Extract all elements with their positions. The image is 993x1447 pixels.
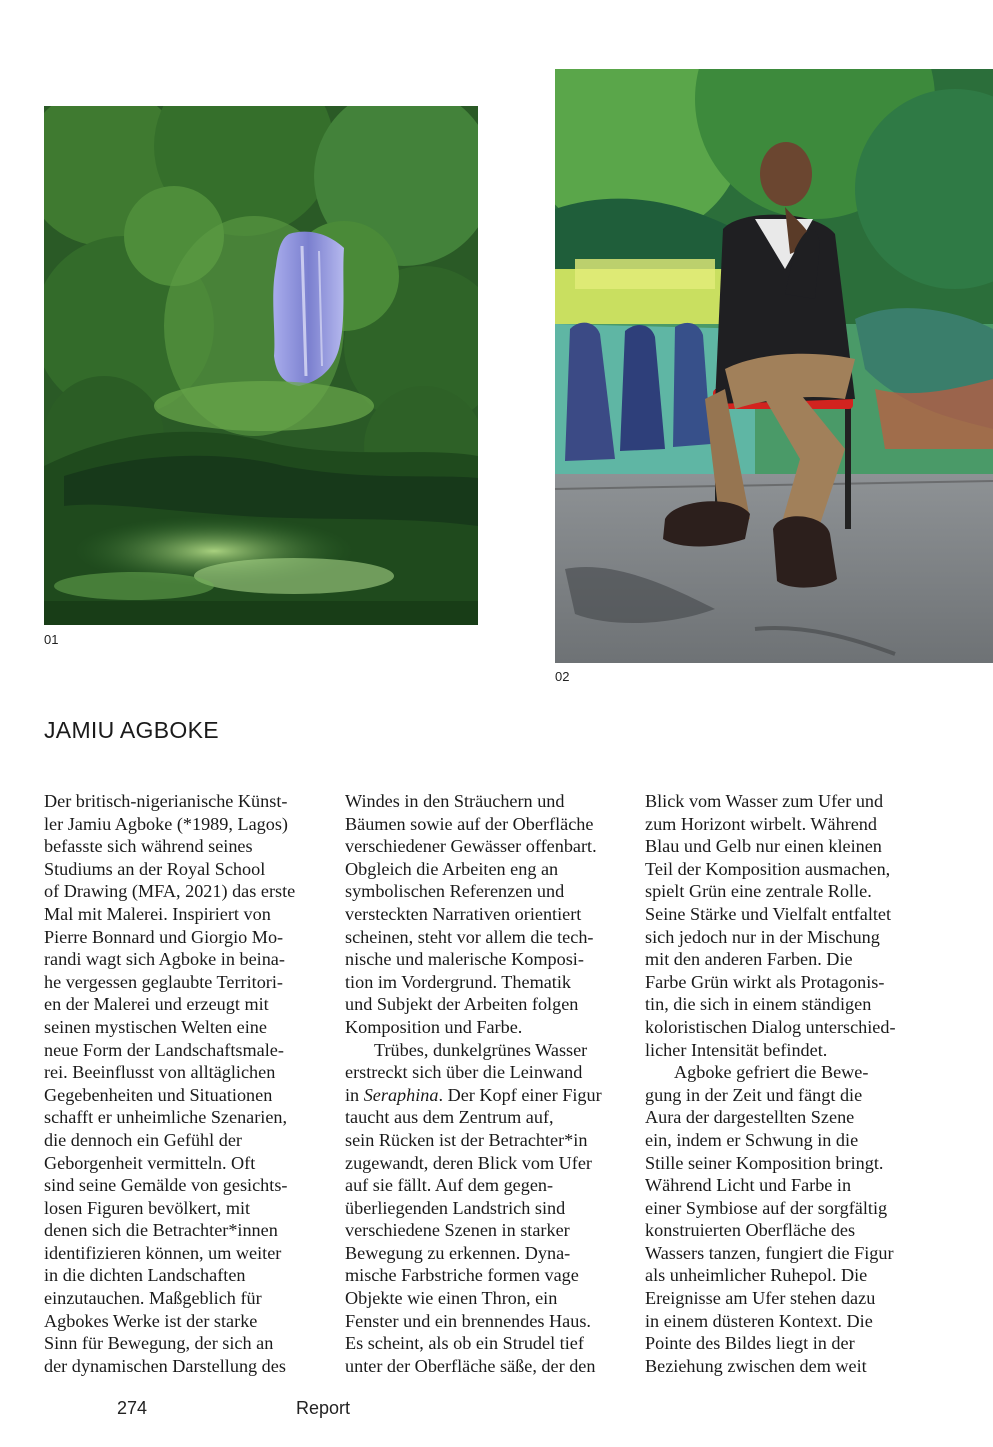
text-line: überliegenden Landstrich sind [345, 1197, 566, 1218]
text-line: spielt Grün eine zentrale Rolle. [645, 881, 872, 902]
text-line: in einem düsteren Kontext. Die [645, 1310, 873, 1331]
text-fragment: in [345, 1084, 364, 1105]
page-number: 274 [117, 1398, 148, 1418]
text-line: schafft er unheimliche Szenarien, [44, 1107, 288, 1128]
text-line: einzutauchen. Maßgeblich für [44, 1288, 262, 1309]
text-line-with-artwork-title [345, 1084, 635, 1107]
text-line: scheinen, steht vor allem die tech- [345, 926, 594, 947]
text-line: konstruierten Oberfläche des [645, 1220, 856, 1241]
text-line: sich jedoch nur in der Mischung [645, 926, 880, 947]
text-line: Gegebenheiten und Situationen [44, 1084, 273, 1105]
text-line: symbolischen Referenzen und [345, 881, 565, 902]
text-line: Mal mit Malerei. Inspiriert von [44, 903, 271, 924]
text-line: Pointe des Bildes liegt in der [645, 1333, 855, 1354]
text-line: zugewandt, deren Blick vom Ufer [345, 1152, 592, 1173]
waterfall-painting-graphic [44, 106, 478, 625]
text-line: Geborgenheit vermitteln. Oft [44, 1152, 256, 1173]
text-line: tin, die sich in einem ständigen [645, 994, 872, 1015]
text-line: Objekte wie einen Thron, ein [345, 1288, 558, 1309]
text-column-3 [645, 790, 935, 1377]
text-line: he vergessen geglaubte Territori- [44, 971, 283, 992]
text-line: Aura der dargestellten Szene [645, 1107, 855, 1128]
text-column-2 [345, 790, 635, 1377]
text-line: taucht aus dem Zentrum auf, [345, 1107, 554, 1128]
text-line: neue Form der Landschaftsmale- [44, 1039, 284, 1060]
text-line: gung in der Zeit und fängt die [645, 1084, 863, 1105]
text-line: Trübes, dunkelgrünes Wasser [374, 1039, 588, 1060]
text-line: tion im Vordergrund. Thematik [345, 971, 571, 992]
text-line: ler Jamiu Agboke (*1989, Lagos) [44, 813, 288, 834]
image-caption-02: 02 [555, 669, 570, 684]
text-line: als unheimlicher Ruhepol. Die [645, 1265, 868, 1286]
text-line: Während Licht und Farbe in [645, 1175, 852, 1196]
text-line: in die dichten Landschaften [44, 1265, 246, 1286]
text-column-1 [44, 790, 334, 1377]
text-line: Farbe Grün wirkt als Protagonis- [645, 971, 885, 992]
text-fragment: . Der Kopf einer Figur [438, 1084, 602, 1105]
text-line: Bewegung zu erkennen. Dyna- [345, 1242, 571, 1263]
text-line: of Drawing (MFA, 2021) das erste [44, 881, 296, 902]
text-line: befasste sich während seines [44, 836, 253, 857]
text-line: und Subjekt der Arbeiten folgen [345, 994, 579, 1015]
text-line: Agboke gefriert die Bewe- [674, 1062, 869, 1083]
artist-portrait-photo [555, 69, 993, 663]
text-line: sein Rücken ist der Betrachter*in [345, 1129, 588, 1150]
text-line: Stille seiner Komposition bringt. [645, 1152, 884, 1173]
text-line: randi wagt sich Agboke in beina- [44, 949, 285, 970]
text-line: Wassers tanzen, fungiert die Figur [645, 1242, 894, 1263]
text-line: Sinn für Bewegung, der sich an [44, 1333, 274, 1354]
text-line: Ereignisse am Ufer stehen dazu [645, 1288, 876, 1309]
text-line: Pierre Bonnard und Giorgio Mo- [44, 926, 284, 947]
text-line: einer Symbiose auf der sorgfältig [645, 1197, 888, 1218]
text-line: Blau und Gelb nur einen kleinen [645, 836, 882, 857]
text-line: auf sie fällt. Auf dem gegen- [345, 1175, 554, 1196]
text-line: unter der Oberfläche säße, der den [345, 1355, 596, 1376]
text-line: Seine Stärke und Vielfalt entfaltet [645, 903, 892, 924]
text-line: der dynamischen Darstellung des [44, 1355, 286, 1376]
text-line: verschiedener Gewässer offenbart. [345, 836, 597, 857]
text-line: die dennoch ein Gefühl der [44, 1129, 242, 1150]
text-line: sind seine Gemälde von gesichts- [44, 1175, 288, 1196]
text-line: Beziehung zwischen dem weit [645, 1355, 867, 1376]
text-line: erstreckt sich über die Leinwand [345, 1062, 583, 1083]
text-line: Agbokes Werke ist der starke [44, 1310, 258, 1331]
text-line: verschiedene Szenen in starker [345, 1220, 570, 1241]
text-line: Der britisch-nigerianische Künst- [44, 791, 288, 811]
text-line: Komposition und Farbe. [345, 1016, 523, 1037]
text-line: Windes in den Sträuchern und [345, 791, 565, 811]
text-line: nische und malerische Komposi- [345, 949, 584, 970]
text-line: Studiums an der Royal School [44, 858, 266, 879]
text-line: rei. Beeinflusst von alltäglichen [44, 1062, 276, 1083]
text-line: zum Horizont wirbelt. Während [645, 813, 877, 834]
text-line: koloristischen Dialog unterschied- [645, 1016, 896, 1037]
text-line: Es scheint, als ob ein Strudel tief [345, 1333, 584, 1354]
text-line: Teil der Komposition ausmachen, [645, 858, 891, 879]
section-label: Report [296, 1398, 351, 1418]
text-line: Bäumen sowie auf der Oberfläche [345, 813, 594, 834]
text-line: ein, indem er Schwung in die [645, 1129, 859, 1150]
image-caption-01: 01 [44, 632, 59, 647]
text-line: identifizieren können, um weiter [44, 1242, 282, 1263]
text-line: denen sich die Betrachter*innen [44, 1220, 278, 1241]
article-title: JAMIU AGBOKE [44, 717, 219, 743]
text-line: licher Intensität befindet. [645, 1039, 828, 1060]
artwork-title: Seraphina [363, 1084, 439, 1105]
text-line: mit den anderen Farben. Die [645, 949, 853, 970]
text-line: losen Figuren bevölkert, mit [44, 1197, 251, 1218]
text-line: en der Malerei und erzeugt mit [44, 994, 269, 1015]
artist-portrait-graphic [555, 69, 993, 663]
text-line: Obgleich die Arbeiten eng an [345, 858, 559, 879]
text-line: seinen mystischen Welten eine [44, 1016, 267, 1037]
text-line: versteckten Narrativen orientiert [345, 903, 582, 924]
text-line: Fenster und ein brennendes Haus. [345, 1310, 591, 1331]
text-line: mische Farbstriche formen vage [345, 1265, 579, 1286]
text-line: Blick vom Wasser zum Ufer und [645, 791, 884, 811]
painting-image-waterfall [44, 106, 478, 625]
